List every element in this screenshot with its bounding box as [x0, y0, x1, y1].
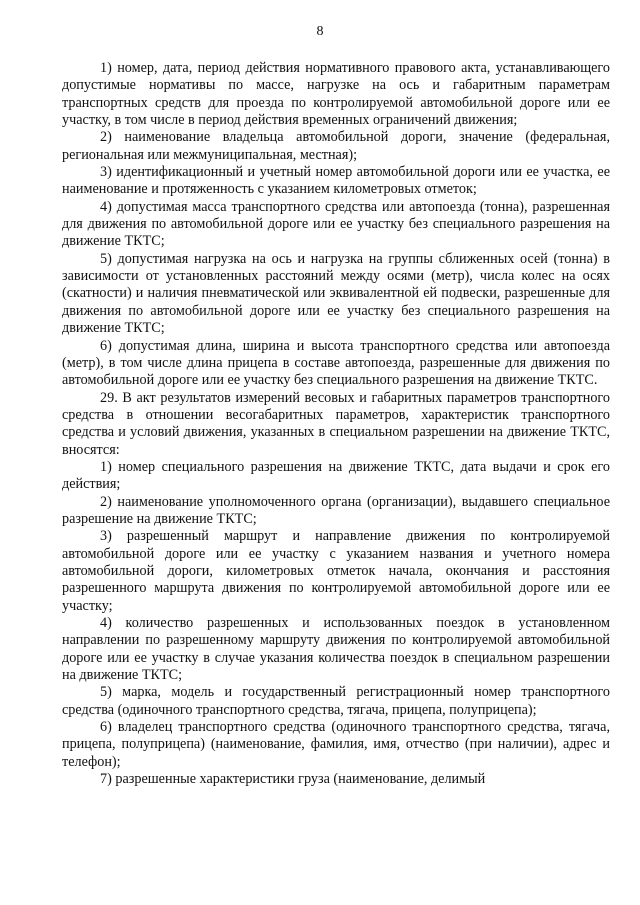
list-item-5-axle-load: 5) допустимая нагрузка на ось и нагрузка на группы сближенных осей (тонна) в зависимости от установленных расстояний между осями (метр), числа колес на осях (скатности) и наличия пневматической или эквивалентной ей подвески, разрешенные для движения по автомобильной дороге или ее участку без специального разрешения на движение ТКТС;: [62, 250, 610, 337]
list-item-5-vehicle-make-model: 5) марка, модель и государственный регистрационный номер транспортного средства (одиночного транспортного средства, тягача, прицепа, полуприцепа);: [62, 684, 610, 718]
list-item-7-cargo-characteristics: 7) разрешенные характеристики груза (наименование, делимый: [100, 771, 486, 788]
list-item-4-trip-count: 4) количество разрешенных и использованных поездок в установленном направлении по разрешенному маршруту движения по контролируемой автомобильной дороге или ее участку в случае указания количества поездок в специальном разрешении на движение ТКТС;: [62, 615, 610, 684]
list-item-1-regulatory-act: 1) номер, дата, период действия нормативного правового акта, устанавливающего допустимые нормативы по массе, нагрузке на ось и габаритным параметрам транспортных средств для проезда по контролируемой автомобильной дороге или ее участку, в том числе в период действия временных ограничений движения;: [62, 60, 610, 129]
list-item-6-dimensions: 6) допустимая длина, ширина и высота транспортного средства или автопоезда (метр), в том числе длина прицепа в составе автопоезда, разрешенные для движения по автомобильной дороге или ее участку без специального разрешения на движение ТКТС.: [62, 337, 610, 389]
list-item-1-permit-number: 1) номер специального разрешения на движение ТКТС, дата выдачи и срок его действия;: [62, 458, 610, 493]
list-item-3-permitted-route: 3) разрешенный маршрут и направление движения по контролируемой автомобильной дороге или ее участку с указанием названия и учетного номера автомобильной дороги, километровых отметок начала, окончания и расстояния разрешенного маршрута движения по контролируемой автомобильной дороге или ее участку;: [62, 528, 610, 614]
section-29-heading-paragraph: 29. В акт результатов измерений весовых и габаритных параметров транспортного средства в отношении весогабаритных параметров, характеристик транспортного средства и условий движения, указанных в специальном разрешении на движение ТКТС, вносятся:: [62, 389, 610, 458]
list-item-3-road-id-number: 3) идентификационный и учетный номер автомобильной дороги или ее участка, ее наименование и протяженность с указанием километровых отметок;: [62, 164, 610, 198]
list-item-6-vehicle-owner: 6) владелец транспортного средства (одиночного транспортного средства, тягача, прицепа, полуприцепа) (наименование, фамилия, имя, отчество (при наличии), адрес и телефон);: [62, 719, 610, 770]
list-item-2-issuing-authority: 2) наименование уполномоченного органа (организации), выдавшего специальное разрешение на движение ТКТС;: [62, 493, 610, 527]
page-number: 8: [316, 24, 324, 39]
document-body: [62, 60, 610, 788]
list-item-2-road-owner: 2) наименование владельца автомобильной дороги, значение (федеральная, региональная или межмуниципальная, местная);: [62, 129, 610, 163]
list-item-4-permitted-mass: 4) допустимая масса транспортного средства или автопоезда (тонна), разрешенная для движения по автомобильной дороге или ее участку без специального разрешения на движение ТКТС;: [62, 198, 610, 250]
